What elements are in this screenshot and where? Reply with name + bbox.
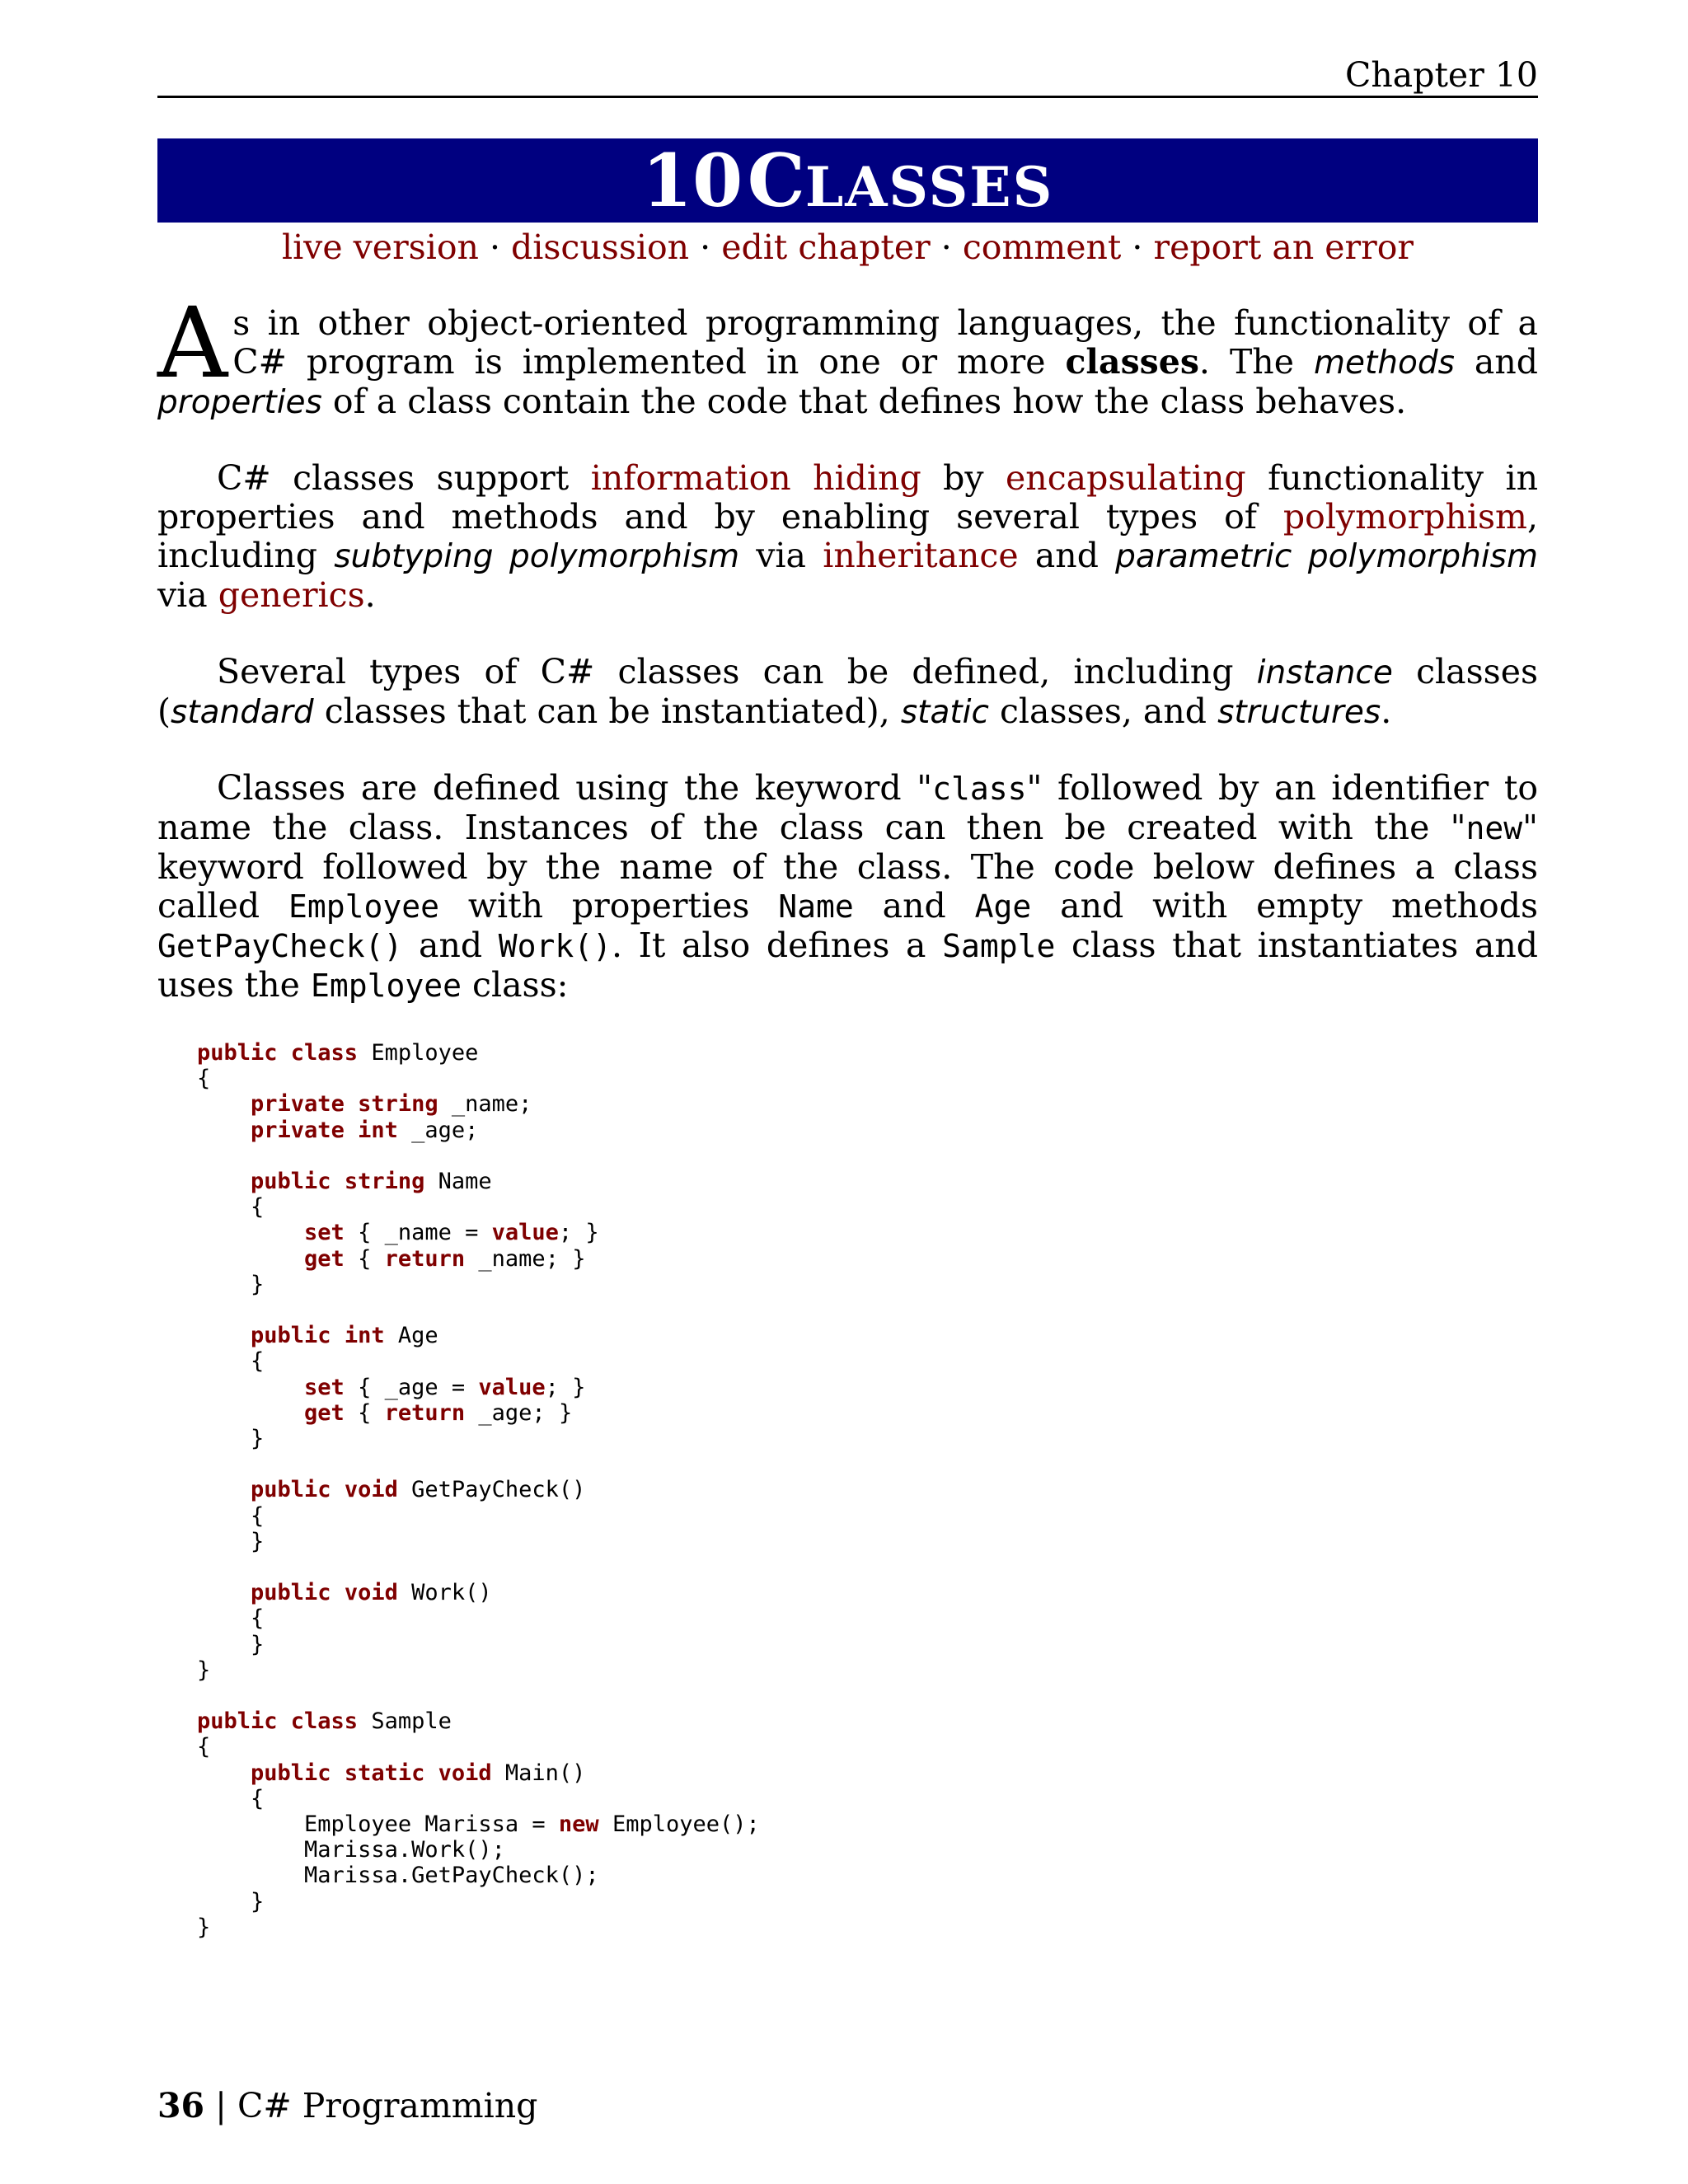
inline-code: new [1465, 810, 1523, 846]
text: classes ( [157, 652, 1538, 731]
comment-link[interactable]: comment [962, 227, 1122, 267]
information-hiding-link[interactable]: information hiding [590, 458, 921, 498]
code-text [197, 1091, 251, 1117]
code-text: { [344, 1399, 385, 1426]
code-text: } [197, 1426, 265, 1452]
code-line [197, 1657, 760, 1683]
code-text: } [197, 1528, 265, 1554]
code-keyword: public class [197, 1040, 359, 1066]
code-line [197, 1143, 760, 1169]
text: classes that can be instantiated), [313, 691, 901, 731]
code-line [197, 1426, 760, 1451]
italic-term: properties [157, 384, 322, 421]
link-separator: · [689, 227, 722, 267]
code-text: { [197, 1348, 265, 1375]
code-line [197, 1837, 760, 1863]
page-footer [157, 2085, 537, 2126]
encapsulating-link[interactable]: encapsulating [1006, 458, 1246, 498]
code-text: Work() [397, 1580, 492, 1606]
italic-term: parametric polymorphism [1115, 538, 1538, 575]
italic-term: standard [171, 694, 314, 731]
code-keyword: public class [197, 1708, 359, 1735]
text: via [157, 575, 218, 615]
code-text: } [197, 1888, 265, 1915]
italic-term: static [900, 694, 989, 731]
text: and [853, 886, 975, 926]
text: Classes are defined using the keyword " [217, 768, 933, 808]
paragraph-support [157, 459, 1538, 615]
code-keyword: set [304, 1374, 345, 1400]
paragraph-intro [157, 286, 1538, 422]
text: . The [1198, 342, 1314, 382]
code-text: } [197, 1914, 211, 1940]
text: . It also defines a [612, 926, 943, 965]
code-text: ; } [558, 1220, 599, 1246]
text: . [1381, 691, 1392, 731]
text: C# classes support [217, 458, 591, 498]
code-keyword: public int [251, 1323, 385, 1349]
inline-code: Work() [498, 928, 612, 964]
code-keyword: public static void [251, 1760, 492, 1786]
text: of a class contain the code that defines how the class behaves. [321, 382, 1407, 421]
code-line [197, 1118, 760, 1143]
code-text: ; } [545, 1374, 586, 1400]
code-text: } [197, 1271, 265, 1297]
code-keyword: public void [251, 1580, 398, 1606]
code-text: Name [424, 1169, 492, 1194]
code-text: { [197, 1066, 211, 1092]
code-text: Marissa.GetPayCheck(); [197, 1863, 599, 1889]
text: class that instantiates and uses the [157, 926, 1538, 1005]
text: . [364, 575, 376, 615]
code-text: Marissa.Work(); [197, 1837, 505, 1863]
italic-term: subtyping polymorphism [334, 538, 740, 575]
code-keyword: set [304, 1220, 345, 1246]
text: classes, and [988, 691, 1218, 731]
code-text: { _age = [344, 1374, 479, 1400]
code-keyword: public string [251, 1169, 425, 1194]
code-line [197, 1734, 760, 1760]
code-line [197, 1683, 760, 1708]
code-line [197, 1786, 760, 1811]
text: and [402, 926, 499, 965]
text: Several types of C# classes can be defined, including [217, 652, 1257, 691]
code-text: _age; } [465, 1399, 573, 1426]
link-separator: · [1121, 227, 1154, 267]
code-text: GetPayCheck() [397, 1477, 586, 1503]
inline-code: class [932, 771, 1027, 807]
code-text [197, 1246, 304, 1272]
link-separator: · [930, 227, 963, 267]
text: , including [157, 497, 1538, 575]
text: functionality in properties and methods and by enabling several types of [157, 458, 1538, 537]
discussion-link[interactable]: discussion [511, 227, 690, 267]
code-text: { [197, 1734, 211, 1760]
link-separator: · [478, 227, 512, 267]
code-line [197, 1194, 760, 1220]
code-text [197, 1400, 304, 1426]
code-line [197, 1348, 760, 1374]
code-text [197, 1323, 251, 1348]
code-keyword: value [478, 1374, 546, 1400]
code-line [197, 1400, 760, 1426]
code-text [197, 1169, 251, 1194]
code-line [197, 1503, 760, 1529]
text: and [1454, 342, 1538, 382]
code-keyword: return [384, 1245, 466, 1272]
code-line [197, 1529, 760, 1554]
code-line [197, 1554, 760, 1580]
code-text [197, 1118, 251, 1143]
title-rest: LASSES [804, 155, 1054, 219]
live-version-link[interactable]: live version [281, 227, 479, 267]
code-text: } [197, 1631, 265, 1657]
text: by [921, 458, 1006, 498]
paragraph-definition [157, 769, 1538, 1005]
code-text: _age; [397, 1117, 479, 1143]
code-line [197, 1451, 760, 1477]
code-keyword: return [384, 1399, 466, 1426]
code-line [197, 1091, 760, 1117]
report-error-link[interactable]: report an error [1153, 227, 1414, 267]
code-text: Employee [358, 1040, 479, 1066]
edit-chapter-link[interactable]: edit chapter [721, 227, 931, 267]
inline-code: Employee [310, 968, 462, 1004]
polymorphism-link[interactable]: polymorphism [1282, 497, 1527, 537]
inline-code: Age [974, 888, 1032, 925]
text: class: [462, 965, 569, 1005]
code-line [197, 1323, 760, 1348]
code-text: Main() [491, 1760, 586, 1786]
code-text: { _name = [344, 1220, 492, 1246]
inline-code: Sample [942, 928, 1056, 964]
code-line [197, 1708, 760, 1734]
code-text: { [197, 1785, 265, 1811]
code-text: { [197, 1605, 265, 1632]
text: s in other object-oriented programming languages, the functionality of a C# program is implemented in one or more [232, 303, 1538, 382]
code-line [197, 1915, 760, 1940]
code-text [197, 1477, 251, 1502]
code-keyword: private int [251, 1117, 398, 1143]
chapter-title-bar [157, 138, 1538, 223]
code-line [197, 1272, 760, 1297]
code-text: _name; [438, 1091, 532, 1118]
inline-code: GetPayCheck() [157, 928, 403, 964]
code-keyword: public void [251, 1477, 398, 1503]
inheritance-link[interactable]: inheritance [823, 536, 1019, 575]
code-line [197, 1169, 760, 1194]
code-line [197, 1889, 760, 1915]
inline-code: Name [778, 888, 854, 925]
bold-term: classes [1065, 342, 1199, 382]
code-text: Employee(); [598, 1811, 760, 1838]
code-keyword: get [304, 1245, 345, 1272]
italic-term: methods [1313, 344, 1455, 382]
page-number: 36 [157, 2086, 205, 2125]
code-text [197, 1220, 304, 1245]
code-text [197, 1375, 304, 1400]
code-text: _name; } [465, 1245, 586, 1272]
code-text: Sample [358, 1708, 452, 1735]
code-keyword: private string [251, 1091, 438, 1118]
code-text [197, 1580, 251, 1605]
code-text: { [197, 1502, 265, 1529]
code-line [197, 1605, 760, 1631]
code-text [197, 1760, 251, 1786]
book-title: C# Programming [237, 2086, 538, 2125]
code-line [197, 1375, 760, 1400]
chapter-number: 10 [641, 138, 743, 223]
code-text: Employee Marissa = [197, 1811, 559, 1838]
chapter-links [157, 224, 1538, 270]
code-line [197, 1863, 760, 1888]
text: " followed by an identifier to name the class. Instances of the class can then be created with the " [157, 768, 1539, 847]
code-line [197, 1040, 760, 1066]
code-text: } [197, 1657, 211, 1683]
paragraph-types [157, 653, 1538, 732]
code-text: { [344, 1245, 385, 1272]
text: and [1018, 536, 1116, 575]
code-line [197, 1246, 760, 1272]
code-block [197, 1040, 760, 1940]
code-line [197, 1220, 760, 1245]
code-text: { [197, 1194, 265, 1221]
code-text: Age [384, 1323, 438, 1349]
code-keyword: value [491, 1220, 559, 1246]
italic-term: instance [1256, 654, 1393, 691]
text: " keyword followed by the name of the class. The code below defines a class called [157, 808, 1538, 926]
text: with properties [439, 886, 779, 926]
code-line [197, 1297, 760, 1323]
drop-cap: A [157, 286, 228, 400]
text: via [739, 536, 823, 575]
code-line [197, 1477, 760, 1502]
italic-term: structures [1217, 694, 1381, 731]
code-keyword: new [558, 1811, 599, 1838]
chapter-header: Chapter 10 [1344, 55, 1538, 95]
code-line [197, 1066, 760, 1091]
code-line [197, 1811, 760, 1837]
code-line [197, 1580, 760, 1605]
inline-code: Employee [288, 888, 440, 925]
code-line [197, 1632, 760, 1657]
code-keyword: get [304, 1399, 345, 1426]
generics-link[interactable]: generics [218, 575, 365, 615]
footer-separator: | [204, 2086, 237, 2125]
header-rule [157, 96, 1538, 98]
text: and with empty methods [1031, 886, 1538, 926]
title-first-letter: C [747, 138, 805, 223]
code-line [197, 1760, 760, 1786]
